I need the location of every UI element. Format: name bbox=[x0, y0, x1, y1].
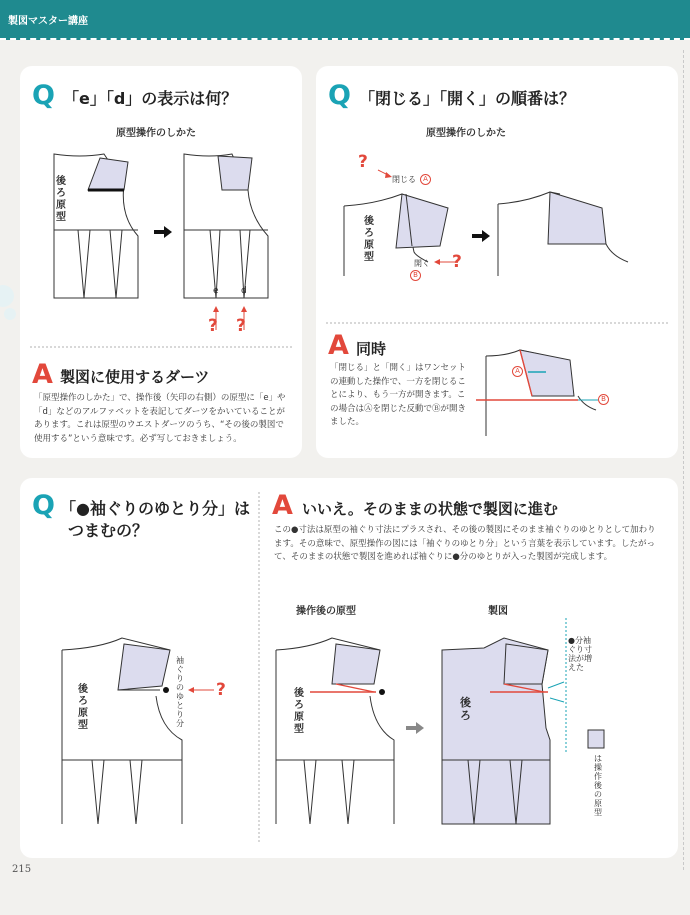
q1-label-e: e bbox=[213, 286, 219, 296]
q3-ease-dot bbox=[163, 687, 169, 693]
q3-title-line1: 「●袖ぐりのゆとり分」は bbox=[60, 499, 250, 518]
q2-panel bbox=[316, 66, 678, 458]
q1-question-e: ? bbox=[208, 316, 218, 336]
q2-answer-circle-b: B bbox=[598, 394, 609, 405]
q2-transform-arrow bbox=[472, 230, 490, 242]
q3-left-shaded bbox=[118, 644, 170, 690]
q3-title-line2: つまむの？ bbox=[68, 521, 149, 540]
q3-answer-body: この●寸法は原型の袖ぐり寸法にプラスされ、その後の製図にそのまま袖ぐりのゆとりとして加わります。その意味で、原型操作の図には「袖ぐりのゆとり分」という言葉を表示しています。したがって、そのままの状態で製図を進めれば袖ぐりに●分のゆとりが入った製図が完成します。 bbox=[274, 525, 656, 562]
q3-transform-arrow bbox=[406, 722, 424, 734]
q2-q-mark: Q bbox=[328, 80, 351, 111]
decorative-dot bbox=[0, 285, 14, 307]
q3-question: ? bbox=[216, 680, 226, 700]
q3-caption-after: 操作後の原型 bbox=[296, 606, 356, 617]
q1-arrowhead-d bbox=[241, 306, 247, 312]
q2-bodice-label: 後ろ原型 bbox=[364, 216, 374, 263]
q2-answer-circle-a: A bbox=[512, 366, 523, 377]
q3-bodice-label: 後ろ原型 bbox=[78, 684, 88, 731]
q3-draft-label: 後ろ bbox=[460, 696, 471, 722]
q2-caption: 原型操作のしかた bbox=[426, 128, 506, 139]
q3-a-mark: A bbox=[272, 490, 293, 521]
q1-caption: 原型操作のしかた bbox=[116, 128, 196, 139]
q2-circle-b: B bbox=[410, 270, 421, 281]
q1-question-d: ? bbox=[236, 316, 246, 336]
q1-shaded-shoulder-after bbox=[218, 156, 252, 190]
q1-shaded-shoulder bbox=[88, 158, 128, 190]
q2-answer-shaded bbox=[520, 350, 574, 396]
q3-q-mark: Q bbox=[32, 490, 55, 521]
q2-open-label: 開く bbox=[414, 259, 430, 268]
header-title: 製図マスター講座 bbox=[8, 16, 88, 27]
q1-divider bbox=[30, 346, 292, 348]
q3-panel bbox=[20, 478, 678, 858]
q2-circle-a: A bbox=[420, 174, 431, 185]
header-divider bbox=[0, 38, 690, 40]
q2-title: 「閉じる」「開く」の順番は？ bbox=[359, 89, 576, 108]
q1-label-d: d bbox=[241, 286, 247, 296]
q3-middle-shaded bbox=[332, 644, 380, 684]
decorative-dot bbox=[4, 308, 16, 320]
q1-answer-title: 製図に使用するダーツ bbox=[60, 368, 210, 386]
q1-transform-arrow bbox=[154, 226, 172, 238]
q2-a-mark: A bbox=[328, 330, 349, 361]
q3-caption-draft: 製図 bbox=[488, 606, 508, 617]
q3-legend-swatch bbox=[588, 730, 604, 748]
q2-divider bbox=[326, 322, 668, 324]
page-header bbox=[0, 0, 690, 40]
q2-answer-body: 「閉じる」と「開く」はワンセットの連動した操作で、一方を閉じることにより、もう一方が開きます。この場合はⒶを閉じた反動でⒷが開きました。 bbox=[330, 363, 467, 427]
q3-after-label: 後ろ原型 bbox=[294, 688, 304, 735]
q3-increase-label: ●分袖ぐり寸法が増えた bbox=[568, 636, 592, 672]
q1-arrowhead-e bbox=[213, 306, 219, 312]
q1-panel bbox=[20, 66, 302, 458]
q2-shaded-piece-after bbox=[548, 192, 606, 244]
q3-ease-label: 袖ぐりのゆとり分 bbox=[176, 656, 184, 728]
q1-bodice-label: 後ろ原型 bbox=[56, 176, 66, 223]
q1-answer-body: 「原型操作のしかた」で、操作後（矢印の右側）の原型に「e」や「d」などのアルファベットを表記してダーツをかいていることがあります。これは原型のウエストダーツのうち、“その後の製図で使用する”という意味です。必ず写しておきましょう。 bbox=[34, 393, 286, 444]
q2-close-label: 閉じる bbox=[392, 175, 416, 184]
q1-title: 「e」「d」の表示は何？ bbox=[63, 89, 238, 108]
q2-shaded-piece bbox=[396, 194, 448, 248]
page-number: 215 bbox=[12, 864, 32, 875]
q1-a-mark: A bbox=[32, 359, 53, 390]
q2-question-bottom: ? bbox=[452, 252, 462, 272]
q2-answer-title: 同時 bbox=[356, 340, 387, 358]
q3-answer-title: いいえ。そのままの状態で製図に進む bbox=[302, 500, 558, 518]
q3-legend-label: は操作後の原型 bbox=[594, 754, 602, 817]
q1-q-mark: Q bbox=[32, 80, 55, 111]
margin-rule bbox=[683, 50, 684, 870]
q2-question-top: ? bbox=[358, 152, 368, 172]
